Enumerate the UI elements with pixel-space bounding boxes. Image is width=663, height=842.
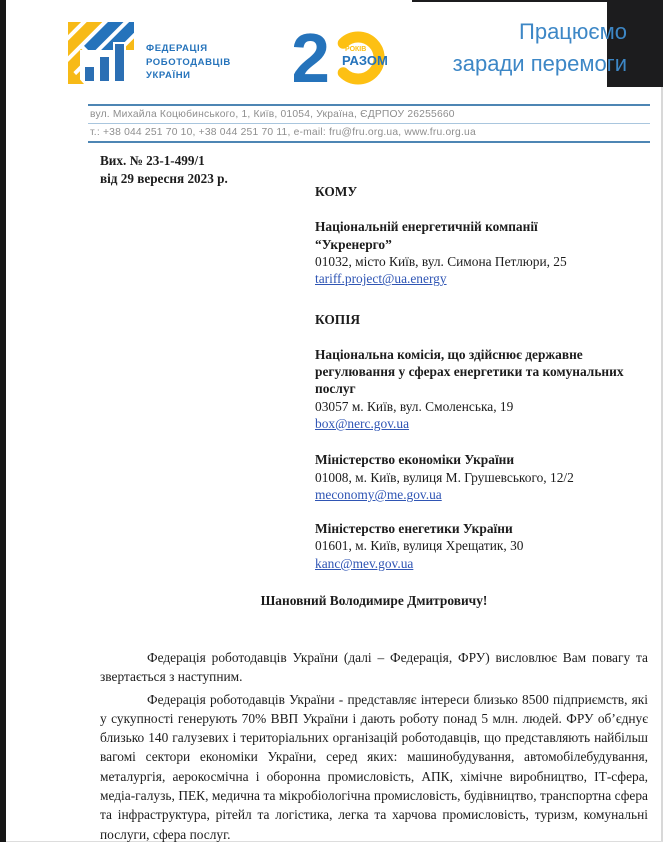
- recipient-email-link[interactable]: kanc@mev.gov.ua: [315, 555, 414, 571]
- recipient-address: 03057 м. Київ, вул. Смоленська, 19: [315, 398, 514, 414]
- recipient-email-link[interactable]: meconomy@me.gov.ua: [315, 486, 442, 502]
- recipient-ukrenergo: [315, 218, 655, 287]
- salutation: Шановний Володимире Дмитровичу!: [260, 593, 488, 608]
- recipient-email-link[interactable]: tariff.project@ua.energy: [315, 271, 447, 287]
- letter-paragraph-2: Федерація роботодавців України - представляє інтереси близько 8500 підприємств, які у сукупності генерують 70% ВВП України і дають роботу понад 5 млн. людей. ФРУ об’єднує близько 140 галузевих і територіальних організацій роботодавців, що представляють найбільш вагомі сектори економіки України, серед яких: машинобудування, автомобілебудування, металургія, аерокосмічна і оборонна промисловість, АПК, хімічне виробництво, ІТ-сфера, медіа-галузь, ПЕК, медична та мікробіологічна промисловість, будівництво, транспортна сфера та інфраструктура, рітейл та логістика, легка та харчова промисловість, туризм, комунальні послуги, сфера послуг.: [100, 691, 648, 842]
- recipient-name: Міністерство економіки України: [315, 452, 515, 468]
- divider-bottom: [88, 141, 650, 143]
- recipients-block: [315, 183, 655, 572]
- recipient-address: 01032, місто Київ, вул. Симона Петлюри, 25: [315, 253, 567, 269]
- org-name-line2: РОБОТОДАВЦІВ: [146, 56, 231, 68]
- recipient-nerc: [315, 346, 655, 432]
- anniversary-years-label: РОКІВ: [345, 46, 367, 53]
- scan-edge-top: [412, 0, 607, 2]
- motto: [453, 16, 627, 80]
- recipient-ministry-economy: [315, 451, 655, 503]
- letter-paragraph-1: Федерація роботодавців України (далі – Федерація, ФРУ) висловлює Вам повагу та звертається з наступним.: [100, 650, 648, 685]
- org-name: [146, 42, 231, 83]
- org-name-line1: ФЕДЕРАЦІЯ: [146, 43, 208, 54]
- recipient-email-link[interactable]: box@nerc.gov.ua: [315, 415, 410, 431]
- reference-date: від 29 вересня 2023 р.: [100, 170, 228, 186]
- copy-label: КОПІЯ: [315, 312, 361, 328]
- recipient-name: Міністерство енегетики України: [315, 521, 513, 537]
- motto-line2: заради перемоги: [452, 51, 627, 76]
- org-address: вул. Михайла Коцюбинського, 1, Київ, 01054, Україна, ЄДРПОУ 26255660: [90, 109, 455, 120]
- scan-edge-left: [0, 0, 6, 842]
- to-label: КОМУ: [315, 184, 358, 199]
- org-name-line3: УКРАЇНИ: [146, 70, 191, 81]
- reference-number: Вих. № 23-1-499/1: [100, 153, 205, 168]
- fru-logo-icon: [68, 22, 134, 84]
- reference-block: [100, 152, 228, 187]
- recipient-name: Національна комісія, що здійснює державне регулювання у сферах енергетики та комунальних послуг: [315, 346, 624, 397]
- motto-line1: Працюємо: [519, 19, 627, 44]
- recipient-address: 01601, м. Київ, вулиця Хрещатик, 30: [315, 538, 524, 554]
- anniversary-20-logo: [294, 26, 400, 93]
- org-phone-email: т.: +38 044 251 70 10, +38 044 251 70 11, e-mail: fru@fru.org.ua, www.fru.org.ua: [90, 127, 476, 138]
- recipient-name-line2: “Укренерго”: [315, 236, 392, 252]
- contact-bar: [88, 104, 650, 143]
- recipient-ministry-energy: [315, 520, 655, 572]
- recipient-address: 01008, м. Київ, вулиця М. Грушевського, 12/2: [315, 469, 574, 485]
- letter-body: [100, 648, 648, 842]
- anniversary-together-label: РАЗОМ: [342, 53, 388, 68]
- anniversary-number: 2: [294, 26, 330, 88]
- recipient-name-line1: Національній енергетичній компанії: [315, 219, 538, 235]
